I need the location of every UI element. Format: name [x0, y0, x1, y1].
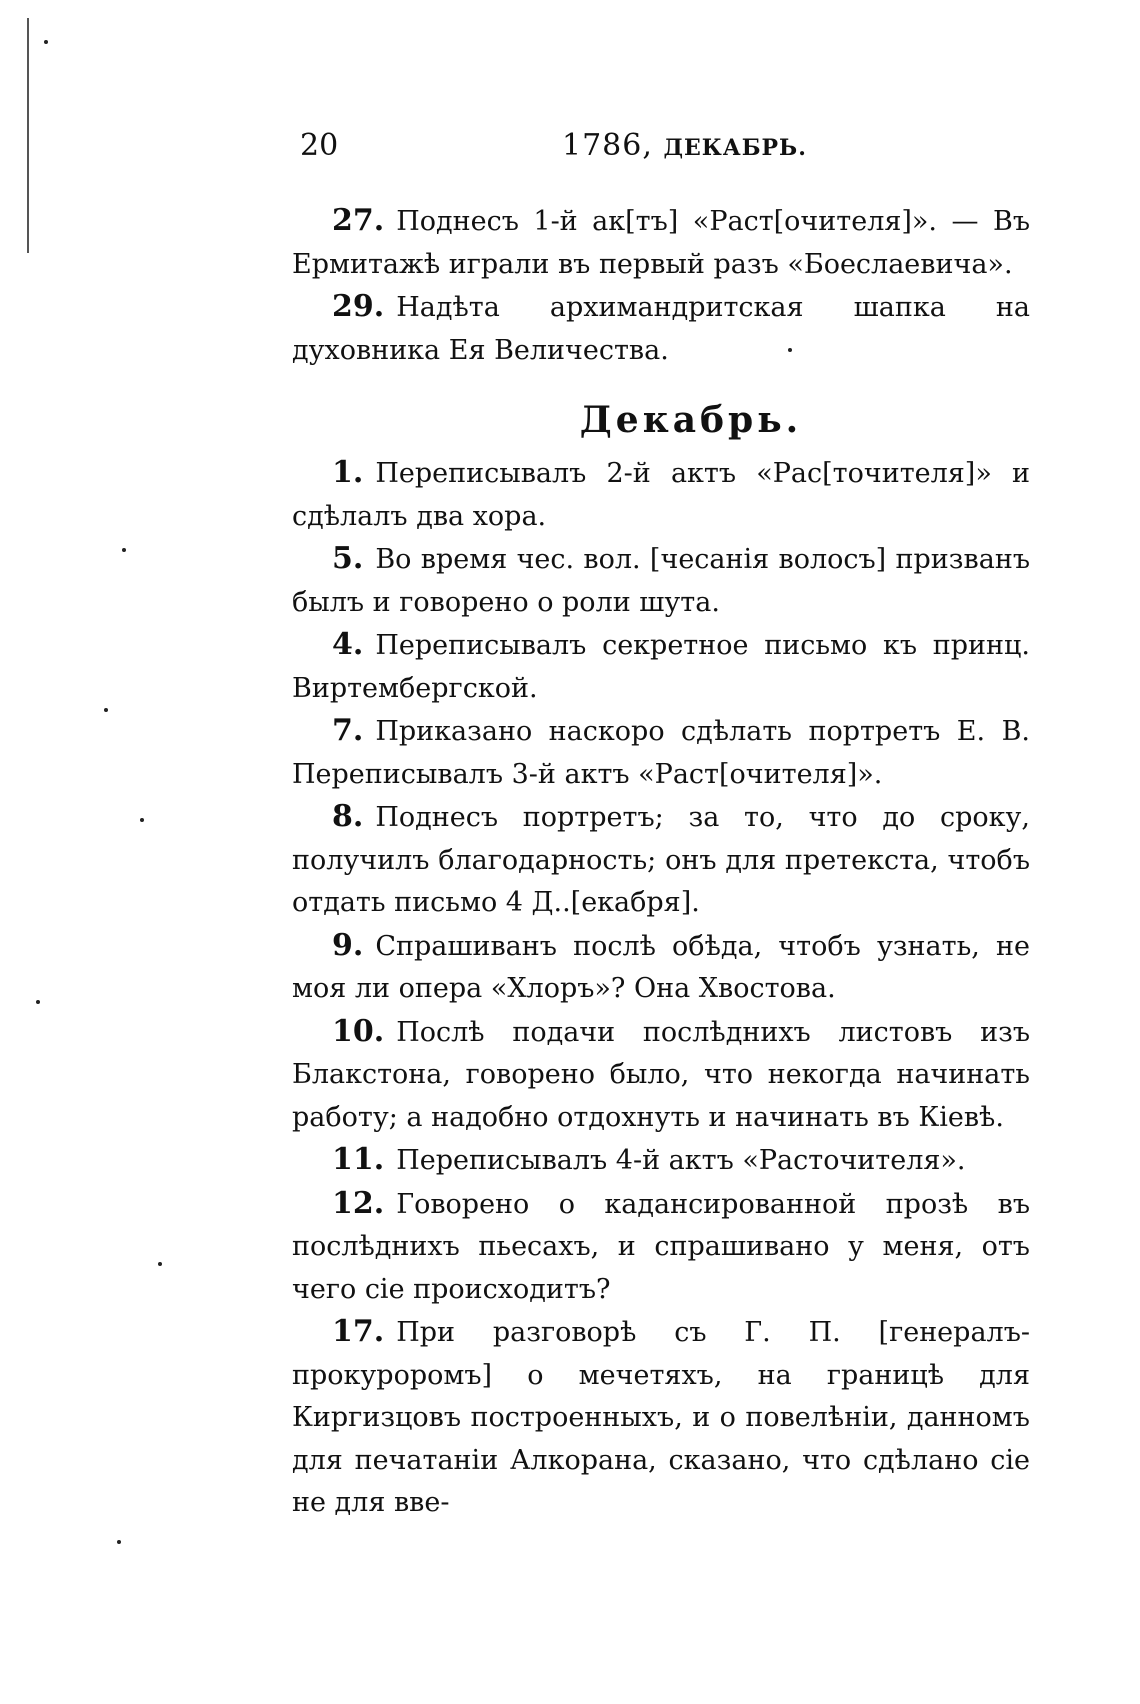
scan-speck — [140, 818, 144, 822]
page-body — [292, 200, 1030, 1525]
diary-entry — [292, 538, 1030, 624]
entry-text: При разговорѣ съ Г. П. [генералъ-прокуроромъ] о мечетяхъ, на границѣ для Киргизцовъ построенныхъ, и о повелѣніи, данномъ для печатаніи Алкорана, сказано, что сдѣлано сіе не для вве- — [292, 1317, 1030, 1518]
diary-entry — [292, 200, 1030, 286]
diary-entry — [292, 1311, 1030, 1525]
entry-text: Переписывалъ секретное письмо къ принц. Виртембергской. — [292, 630, 1030, 704]
diary-entry — [292, 452, 1030, 538]
scan-speck — [104, 708, 108, 712]
entry-date: 17. — [332, 1314, 385, 1349]
entry-date: 7. — [332, 713, 364, 748]
diary-entry — [292, 1011, 1030, 1140]
section-title: Декабрь. — [579, 399, 803, 441]
entry-date: 10. — [332, 1013, 385, 1049]
scan-speck — [158, 1262, 162, 1266]
diary-entry — [292, 796, 1030, 925]
entry-date: 4. — [332, 627, 364, 662]
entry-date: 5. — [332, 541, 364, 576]
diary-entry — [292, 710, 1030, 796]
entry-text: Поднесъ 1-й ак[тъ] «Раст[очителя]». — Въ Ермитажѣ играли въ первый разъ «Боеслаевича». — [292, 206, 1030, 280]
diary-entry — [292, 286, 1030, 372]
entry-text: Спрашиванъ послѣ обѣда, чтобъ узнать, не моя ли опера «Хлоръ»? Она Хвостова. — [292, 930, 1030, 1004]
page-number: 20 — [300, 128, 339, 163]
entry-date: 29. — [332, 289, 385, 324]
entry-date: 27. — [332, 203, 385, 238]
entry-text: Приказано наскоро сдѣлать портретъ Е. В. Переписывалъ 3-й актъ «Раст[очителя]». — [292, 716, 1030, 790]
diary-entry — [292, 925, 1030, 1011]
entry-text: Переписывалъ 4-й актъ «Расточителя». — [396, 1145, 966, 1176]
scan-speck — [44, 40, 48, 44]
entry-date: 1. — [332, 455, 364, 490]
entry-date: 9. — [332, 927, 364, 963]
entry-text: Говорено о кадансированной прозѣ въ послѣднихъ пьесахъ, и спрашивано у меня, отъ чего сіе происходитъ? — [292, 1188, 1030, 1305]
diary-entry — [292, 624, 1030, 710]
entry-date: 8. — [332, 799, 364, 834]
entry-date: 11. — [332, 1142, 385, 1177]
entry-text: Надѣта архимандритская шапка на духовника Ея Величества. — [292, 292, 1030, 366]
diary-entry — [292, 1183, 1030, 1312]
entry-date: 12. — [332, 1185, 385, 1221]
diary-entry — [292, 1139, 1030, 1183]
entry-text: Во время чес. вол. [чесанія волосъ] призванъ былъ и говорено о роли шута. — [292, 544, 1030, 618]
running-head — [562, 126, 807, 168]
scan-speck — [122, 548, 126, 552]
scan-margin-line — [27, 18, 29, 253]
entry-text: Переписывалъ 2-й актъ «Рас[точителя]» и сдѣлалъ два хора. — [292, 458, 1030, 532]
entry-text: Поднесъ портретъ; за то, что до сроку, получилъ благодарность; онъ для претекста, чтобъ отдать письмо 4 Д..[екабря]. — [292, 802, 1030, 918]
scan-speck — [36, 1000, 40, 1004]
scan-speck — [117, 1540, 121, 1544]
header-month: ДЕКАБРЬ. — [663, 135, 807, 161]
header-year: 1786, — [562, 128, 653, 163]
entry-text: Послѣ подачи послѣднихъ листовъ изъ Блакстона, говорено было, что некогда начинать работу; а надобно отдохнуть и начинать въ Кіевѣ. — [292, 1016, 1030, 1133]
